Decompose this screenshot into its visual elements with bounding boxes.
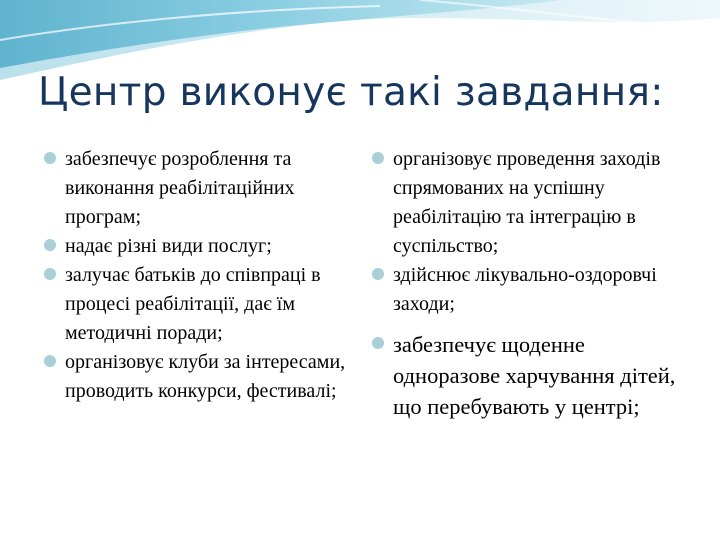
bullet-icon xyxy=(372,268,384,280)
bullet-icon xyxy=(372,337,384,349)
bullet-icon xyxy=(44,152,56,164)
bullet-icon xyxy=(44,355,56,367)
list-item: надає різні види послуг; xyxy=(40,232,350,261)
list-item: організовує клуби за інтересами, проводить конкурси, фестивалі; xyxy=(40,348,350,406)
slide-title: Центр виконує такі завдання: xyxy=(38,70,664,115)
list-item: здійснює лікувально-оздоровчі заходи; xyxy=(368,261,688,319)
right-bullet-list xyxy=(368,145,688,422)
left-bullet-list xyxy=(40,145,350,406)
bullet-icon xyxy=(44,239,56,251)
list-item: забезпечує щоденне одноразове харчування дітей, що перебувають у центрі; xyxy=(368,329,688,422)
list-item: забезпечує розроблення та виконання реабілітаційних програм; xyxy=(40,145,350,232)
list-item: залучає батьків до співпраці в процесі реабілітації, дає їм методичні поради; xyxy=(40,261,350,348)
bullet-icon xyxy=(372,152,384,164)
bullet-icon xyxy=(44,268,56,280)
list-item: організовує проведення заходів спрямованих на успішну реабілітацію та інтеграцію в суспільство; xyxy=(368,145,688,261)
